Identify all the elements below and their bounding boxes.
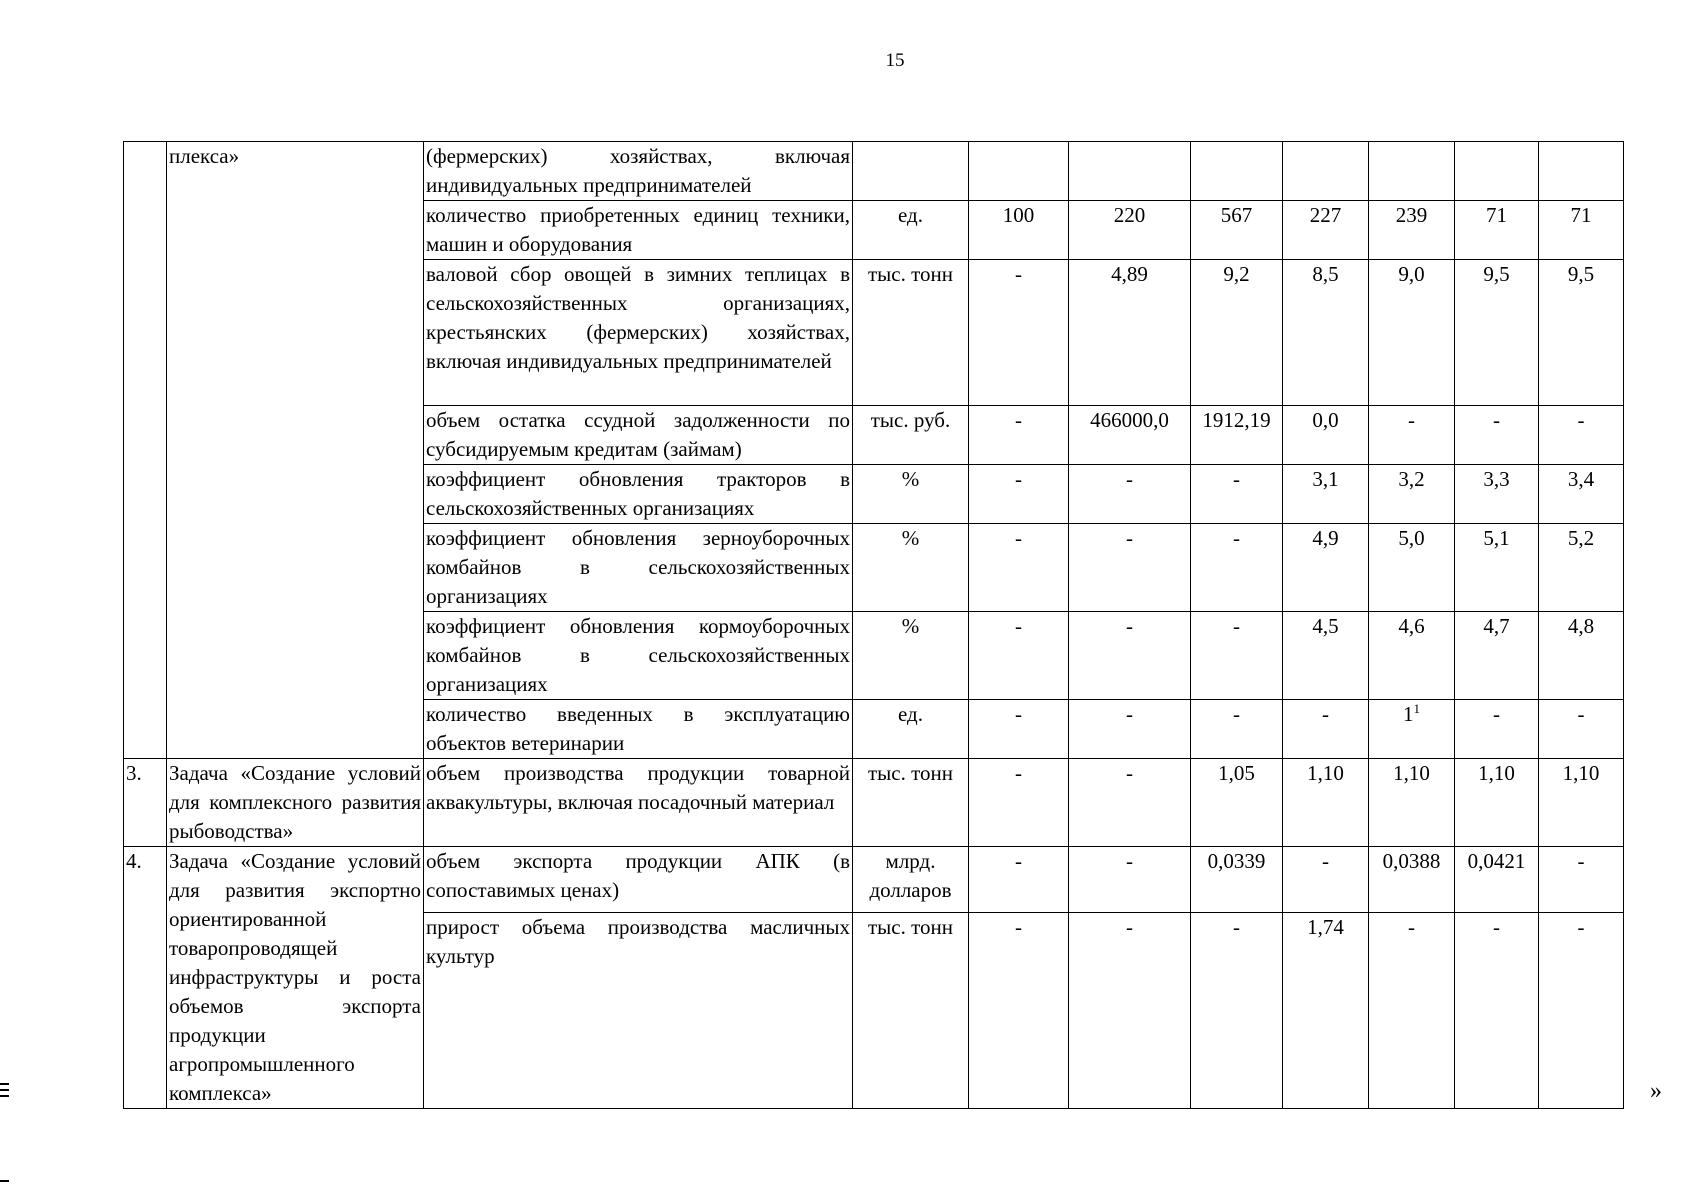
value-cell: 466000,0 xyxy=(1069,406,1191,465)
value-cell: - xyxy=(1069,759,1191,847)
task-number-cell xyxy=(124,142,167,759)
value-cell xyxy=(1283,142,1369,201)
value-cell: - xyxy=(1539,847,1624,913)
task-number-cell: 3. xyxy=(124,759,167,847)
scan-edge-mark xyxy=(0,1180,9,1182)
value-cell: 1,05 xyxy=(1191,759,1283,847)
indicator-cell: объем остатка ссудной задолженности по субсидируемым кредитам (займам) xyxy=(424,406,853,465)
value-cell: 9,5 xyxy=(1455,260,1539,406)
value-cell: - xyxy=(969,913,1069,1109)
value-cell: 4,89 xyxy=(1069,260,1191,406)
value-cell: - xyxy=(1455,406,1539,465)
indicators-table xyxy=(123,141,1624,1109)
value-cell: - xyxy=(1539,913,1624,1109)
value-cell: 0,0388 xyxy=(1369,847,1455,913)
unit-cell: тыс. тонн xyxy=(853,913,969,1109)
indicator-cell: количество приобретенных единиц техники, машин и оборудования xyxy=(424,201,853,260)
value-cell: 1,10 xyxy=(1369,759,1455,847)
task-cell: Задача «Создание условий для комплексного развития рыбоводства» xyxy=(167,759,424,847)
value-cell: 3,1 xyxy=(1283,465,1369,524)
value-cell: - xyxy=(969,847,1069,913)
unit-cell: тыс. руб. xyxy=(853,406,969,465)
value-cell: 5,1 xyxy=(1455,524,1539,612)
value-cell xyxy=(1455,142,1539,201)
value-cell: 4,8 xyxy=(1539,612,1624,700)
task-number-cell: 4. xyxy=(124,847,167,1109)
value-cell: 567 xyxy=(1191,201,1283,260)
value-cell: - xyxy=(969,465,1069,524)
value-cell: - xyxy=(969,612,1069,700)
unit-cell xyxy=(853,142,969,201)
table-row xyxy=(124,847,1624,913)
value-cell: - xyxy=(969,759,1069,847)
value-cell: 3,3 xyxy=(1455,465,1539,524)
value-cell: 239 xyxy=(1369,201,1455,260)
table-row xyxy=(124,142,1624,201)
unit-cell: млрд. долларов xyxy=(853,847,969,913)
value-cell: 8,5 xyxy=(1283,260,1369,406)
indicator-cell: валовой сбор овощей в зимних теплицах в сельскохозяйственных организациях, крестьянских (фермерских) хозяйствах, включая индивидуальных предпринимателей xyxy=(424,260,853,406)
value-cell: - xyxy=(1191,612,1283,700)
footnote-marker: 1 xyxy=(1413,701,1420,716)
value-cell xyxy=(1369,142,1455,201)
page-number: 15 xyxy=(885,50,905,71)
value-cell: 220 xyxy=(1069,201,1191,260)
value-cell: - xyxy=(1069,524,1191,612)
closing-quote: » xyxy=(1650,1078,1662,1104)
value-cell: 9,2 xyxy=(1191,260,1283,406)
value-cell: - xyxy=(1191,700,1283,759)
task-cell: Задача «Создание условий для развития экспортно ориентированной товаропроводящей инфраструктуры и роста объемов экспорта продукции агропромышленного комплекса» xyxy=(167,847,424,1109)
value-cell: - xyxy=(1069,465,1191,524)
unit-cell: тыс. тонн xyxy=(853,260,969,406)
value-cell: 1,10 xyxy=(1455,759,1539,847)
value-cell: 1,74 xyxy=(1283,913,1369,1109)
value-cell: - xyxy=(1191,913,1283,1109)
value-cell xyxy=(1069,142,1191,201)
value-cell: - xyxy=(1455,913,1539,1109)
scan-edge-mark xyxy=(0,1095,9,1097)
value-cell: - xyxy=(1283,847,1369,913)
value-cell: - xyxy=(1191,465,1283,524)
value-cell: - xyxy=(969,700,1069,759)
value-cell: - xyxy=(969,260,1069,406)
value-cell: 4,7 xyxy=(1455,612,1539,700)
indicator-cell: объем экспорта продукции АПК (в сопоставимых ценах) xyxy=(424,847,853,913)
unit-cell: % xyxy=(853,465,969,524)
value-cell: 71 xyxy=(1455,201,1539,260)
value-cell: 0,0 xyxy=(1283,406,1369,465)
value-cell: - xyxy=(1069,913,1191,1109)
value-text: 1 xyxy=(1403,702,1414,726)
value-cell: - xyxy=(1069,847,1191,913)
indicator-cell: объем производства продукции товарной аквакультуры, включая посадочный материал xyxy=(424,759,853,847)
indicator-cell: прирост объема производства масличных культур xyxy=(424,913,853,1109)
value-cell: 5,2 xyxy=(1539,524,1624,612)
value-cell: - xyxy=(1369,913,1455,1109)
value-cell: - xyxy=(969,524,1069,612)
value-cell: - xyxy=(1283,700,1369,759)
value-cell: - xyxy=(1539,406,1624,465)
value-cell xyxy=(1191,142,1283,201)
task-cell: плекса» xyxy=(167,142,424,759)
value-cell: - xyxy=(1191,524,1283,612)
value-cell: 9,0 xyxy=(1369,260,1455,406)
table-row xyxy=(124,759,1624,847)
indicator-cell: коэффициент обновления тракторов в сельскохозяйственных организациях xyxy=(424,465,853,524)
scan-edge-mark xyxy=(0,1083,9,1085)
value-cell: 3,2 xyxy=(1369,465,1455,524)
value-cell: 4,6 xyxy=(1369,612,1455,700)
value-cell: 1,10 xyxy=(1539,759,1624,847)
value-cell xyxy=(1369,700,1455,759)
value-cell: 3,4 xyxy=(1539,465,1624,524)
value-cell: 1,10 xyxy=(1283,759,1369,847)
value-cell: 0,0339 xyxy=(1191,847,1283,913)
scan-edge-mark xyxy=(0,1089,9,1091)
value-cell: - xyxy=(1069,612,1191,700)
unit-cell: тыс. тонн xyxy=(853,759,969,847)
unit-cell: % xyxy=(853,612,969,700)
unit-cell: ед. xyxy=(853,201,969,260)
value-cell: 0,0421 xyxy=(1455,847,1539,913)
value-cell: - xyxy=(1455,700,1539,759)
indicator-cell: количество введенных в эксплуатацию объектов ветеринарии xyxy=(424,700,853,759)
value-cell: - xyxy=(1539,700,1624,759)
unit-cell: % xyxy=(853,524,969,612)
value-cell: 5,0 xyxy=(1369,524,1455,612)
value-cell: 1912,19 xyxy=(1191,406,1283,465)
indicator-cell: коэффициент обновления зерноуборочных комбайнов в сельскохозяйственных организациях xyxy=(424,524,853,612)
value-cell: 100 xyxy=(969,201,1069,260)
value-cell xyxy=(1539,142,1624,201)
unit-cell: ед. xyxy=(853,700,969,759)
indicator-cell: (фермерских) хозяйствах, включая индивидуальных предпринимателей xyxy=(424,142,853,201)
value-cell: - xyxy=(969,406,1069,465)
value-cell: 71 xyxy=(1539,201,1624,260)
value-cell xyxy=(969,142,1069,201)
value-cell: 4,9 xyxy=(1283,524,1369,612)
value-cell: 227 xyxy=(1283,201,1369,260)
value-cell: - xyxy=(1369,406,1455,465)
value-cell: - xyxy=(1069,700,1191,759)
indicator-cell: коэффициент обновления кормоуборочных комбайнов в сельскохозяйственных организациях xyxy=(424,612,853,700)
value-cell: 4,5 xyxy=(1283,612,1369,700)
value-cell: 9,5 xyxy=(1539,260,1624,406)
